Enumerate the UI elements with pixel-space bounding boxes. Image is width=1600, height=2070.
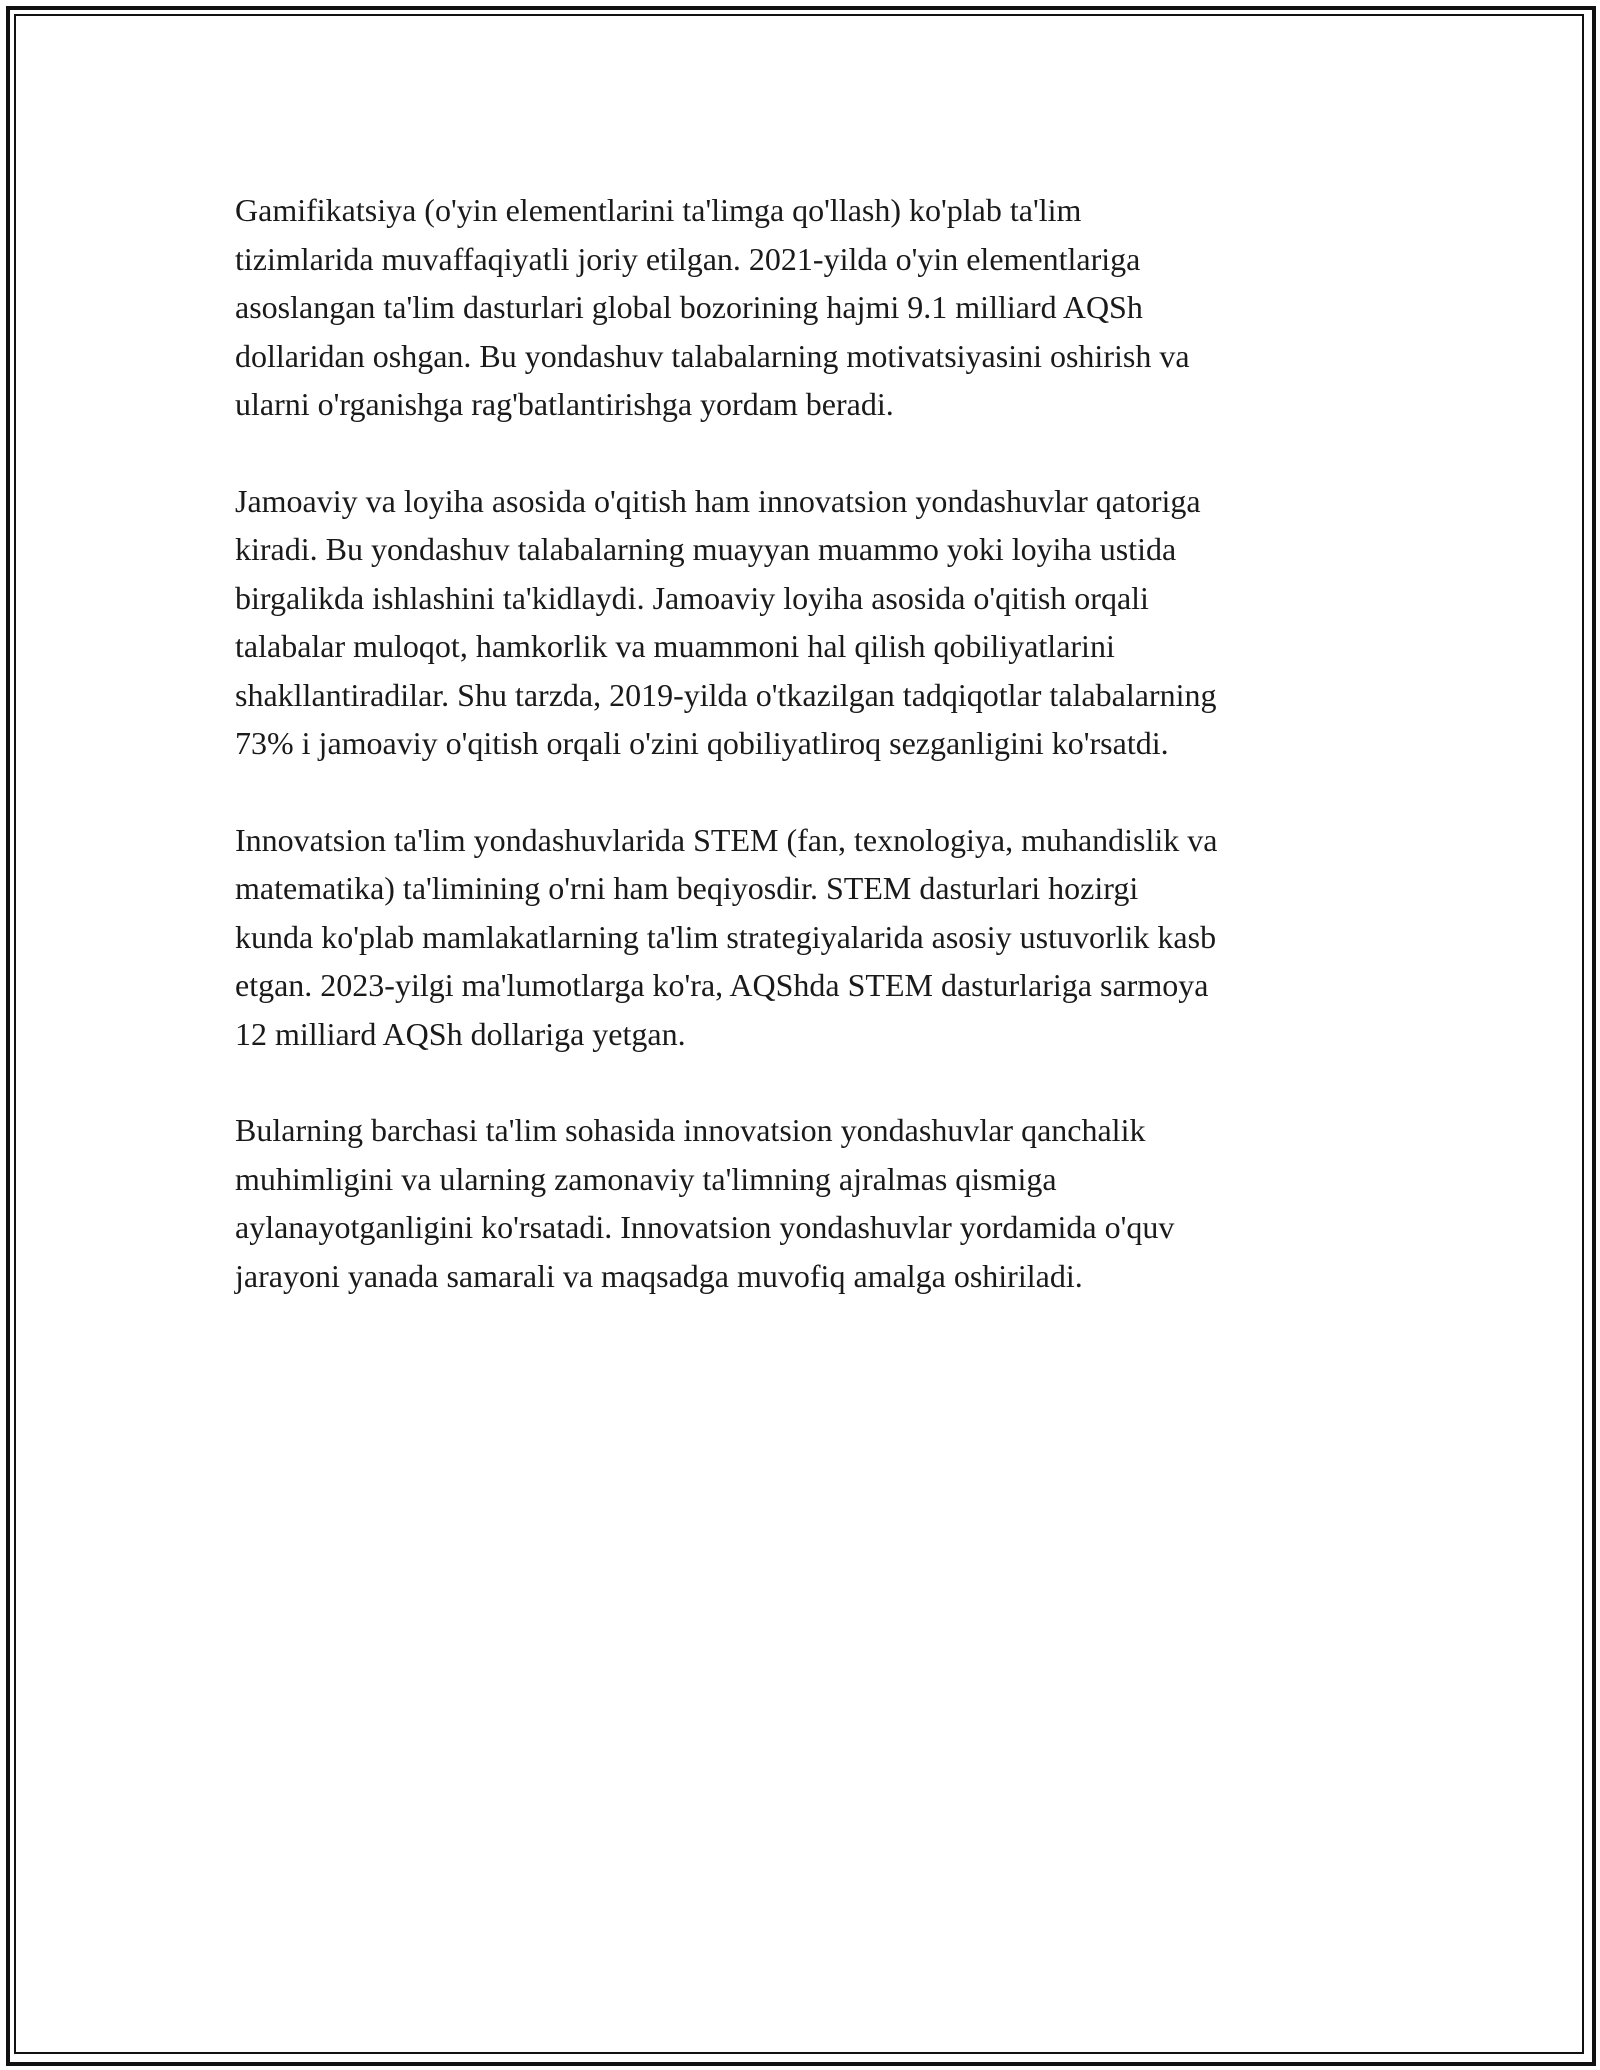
paragraph-project-based-learning: Jamoaviy va loyiha asosida o'qitish ham innovatsion yondashuvlar qatoriga kiradi. Bu yondashuv talabalarning muayyan muammo yoki loyiha ustida birgalikda ishlashini ta'kidlaydi. Jamoaviy loyiha asosida o'qitish orqali talabalar muloqot, hamkorlik va muammoni hal qilish qobiliyatlarini shakllantiradilar. Shu tarzda, 2019-yilda o'tkazilgan tadqiqotlar talabalarning 73% i jamoaviy o'qitish orqali o'zini qobiliyatliroq sezganligini ko'rsatdi. (235, 482, 1217, 761)
paragraph-conclusion: Bularning barchasi ta'lim sohasida innovatsion yondashuvlar qanchalik muhimligini va ularning zamonaviy ta'limning ajralmas qismiga aylanayotganligini ko'rsatadi. Innovatsion yondashuvlar yordamida o'quv jarayoni yanada samarali va maqsadga muvofiq amalga oshiriladi. (235, 1112, 1175, 1294)
paragraph-stem-education: Innovatsion ta'lim yondashuvlarida STEM (fan, texnologiya, muhandislik va matematika) ta'limining o'rni ham beqiyosdir. STEM dasturlari hozirgi kunda ko'plab mamlakatlarning ta'lim strategiyalarida asosiy ustuvorlik kasb etgan. 2023-yilgi ma'lumotlarga ko'ra, AQShda STEM dasturlariga sarmoya 12 milliard AQSh dollariga yetgan. (235, 821, 1218, 1052)
paragraph-gamification: Gamifikatsiya (o'yin elementlarini ta'limga qo'llash) ko'plab ta'lim tizimlarida muvaffaqiyatli joriy etilgan. 2021-yilda o'yin elementlariga asoslangan ta'lim dasturlari global bozorining hajmi 9.1 milliard AQSh dollaridan oshgan. Bu yondashuv talabalarning motivatsiyasini oshirish va ularni o'rganishga rag'batlantirishga yordam beradi. (235, 192, 1190, 422)
document-body (235, 186, 1365, 1348)
